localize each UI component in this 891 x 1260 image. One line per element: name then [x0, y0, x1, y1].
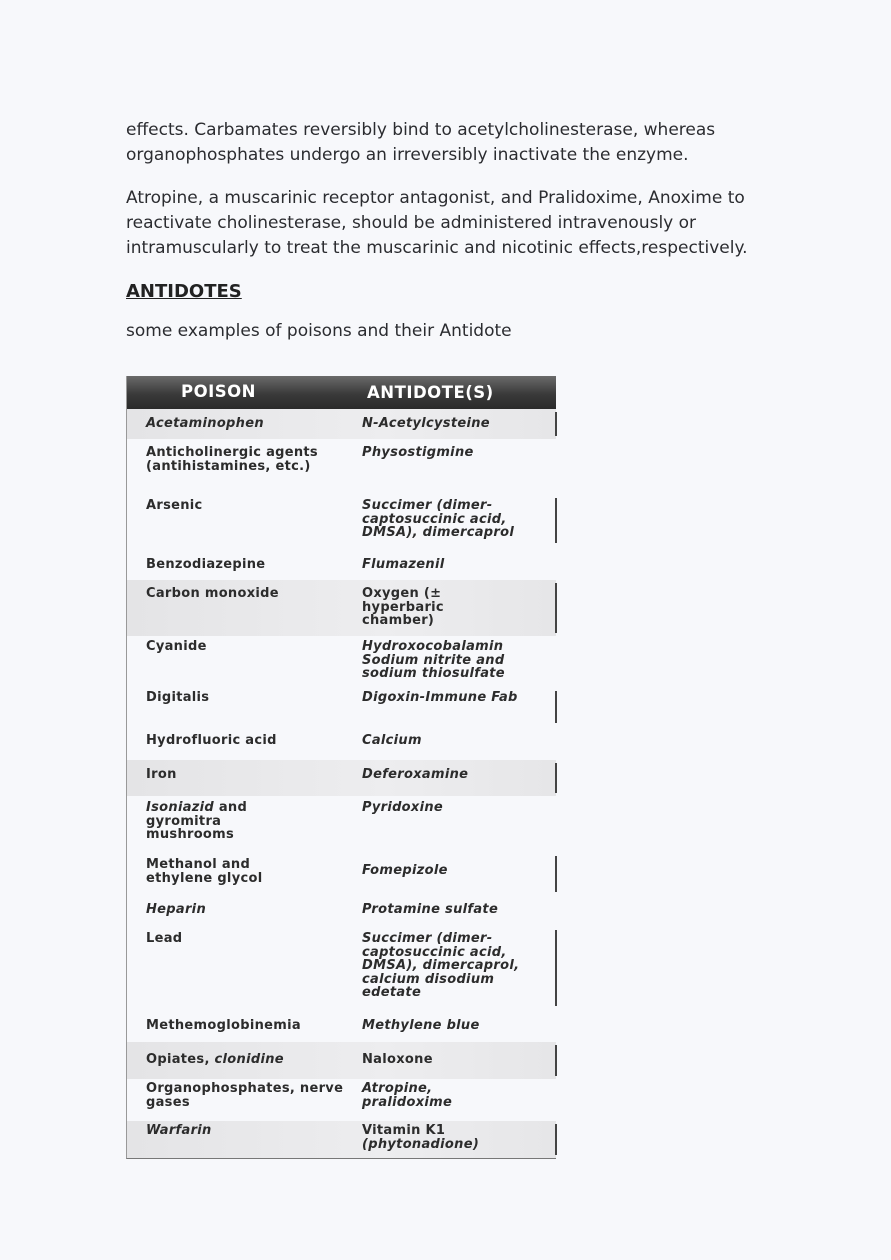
table-row: [127, 731, 556, 760]
row-border: [555, 930, 557, 1006]
antidote-cell: Succimer (dimer-captosuccinic acid, DMSA), dimercaprol: [362, 498, 515, 540]
table-row: [127, 926, 556, 1014]
antidote-cell: Oxygen (± hyperbaric chamber): [362, 586, 444, 628]
poison-cell: Lead: [146, 931, 183, 946]
table-row: [127, 760, 556, 796]
antidote-cell: Deferoxamine: [362, 767, 469, 782]
table-row: [127, 491, 556, 551]
table-row: [127, 409, 556, 439]
table-row: [127, 850, 556, 896]
poison-cell: Digitalis: [146, 690, 210, 705]
poison-cell: Anticholinergic agents (antihistamines, etc.): [146, 445, 318, 474]
table-row: [127, 896, 556, 926]
table-row: [127, 580, 556, 636]
table-row: [127, 1042, 556, 1079]
intro-text: some examples of poisons and their Antidote: [126, 321, 512, 341]
poison-cell: Cyanide: [146, 639, 207, 654]
antidote-cell: N-Acetylcysteine: [362, 416, 490, 431]
poison-italic: clonidine: [214, 1052, 284, 1067]
header-poison: POISON: [181, 382, 256, 401]
poison-cell: Arsenic: [146, 498, 203, 513]
poison-cell: Organophosphates, nerve gases: [146, 1081, 344, 1110]
poison-cell: Carbon monoxide: [146, 586, 279, 601]
poison-cell: Hydrofluoric acid: [146, 733, 277, 748]
table-row: [127, 636, 556, 688]
table-row: [127, 551, 556, 580]
poison-cell: Warfarin: [146, 1123, 212, 1138]
antidote-cell: Calcium: [362, 733, 422, 748]
antidote-table: [126, 376, 556, 1159]
poison-text: and gyromitra mushrooms: [146, 800, 248, 842]
poison-cell: Benzodiazepine: [146, 557, 266, 572]
antidote-cell: Succimer (dimer-captosuccinic acid, DMSA), dimercaprol, calcium disodium edetate: [362, 931, 520, 1000]
antidote-cell: Digoxin-Immune Fab: [362, 690, 518, 705]
table-row: [127, 1121, 556, 1158]
paragraph-carbamates: effects. Carbamates reversibly bind to acetylcholinesterase, whereas organophosphates undergo an irreversibly inactivate the enzyme.: [126, 120, 716, 165]
table-row: [127, 688, 556, 731]
row-border: [555, 691, 557, 723]
paragraph-atropine: Atropine, a muscarinic receptor antagonist, and Pralidoxime, Anoxime to reactivate cholinesterase, should be administered intravenously or intramuscularly to treat the muscarinic and nicotinic effects,respectively.: [126, 188, 748, 258]
antidote-cell: Atropine, pralidoxime: [362, 1081, 453, 1110]
poison-cell: Heparin: [146, 902, 206, 917]
poison-cell: [146, 1053, 346, 1067]
antidote-cell: Methylene blue: [362, 1018, 480, 1033]
poison-italic: Isoniazid: [146, 800, 215, 815]
antidote-cell: [362, 1124, 522, 1151]
antidote-cell: Flumazenil: [362, 557, 445, 572]
antidote-cell: Physostigmine: [362, 445, 474, 460]
table-row: [127, 1079, 556, 1121]
antidote-cell: Protamine sulfate: [362, 902, 499, 917]
poison-cell: [146, 801, 286, 842]
table-header: [127, 376, 556, 409]
table-row: [127, 1014, 556, 1042]
antidote-text: (phytonadione): [362, 1136, 480, 1152]
section-heading: ANTIDOTES: [126, 281, 242, 302]
antidote-cell: Fomepizole: [362, 863, 448, 878]
row-border: [555, 498, 557, 543]
poison-text: Opiates,: [146, 1052, 215, 1067]
poison-cell: Methemoglobinemia: [146, 1018, 301, 1033]
poison-cell: Iron: [146, 767, 177, 782]
antidote-upright: Vitamin K1: [362, 1123, 446, 1138]
row-border: [555, 856, 557, 892]
table-row: [127, 439, 556, 491]
poison-cell: Acetaminophen: [146, 416, 264, 431]
antidote-cell: Hydroxocobalamin Sodium nitrite and sodium thiosulfate: [362, 639, 505, 681]
antidote-cell: Naloxone: [362, 1052, 433, 1067]
antidote-cell: Pyridoxine: [362, 800, 444, 815]
header-antidote: ANTIDOTE(S): [367, 383, 494, 402]
table-row: [127, 796, 556, 850]
poison-cell: Methanol and ethylene glycol: [146, 857, 263, 886]
